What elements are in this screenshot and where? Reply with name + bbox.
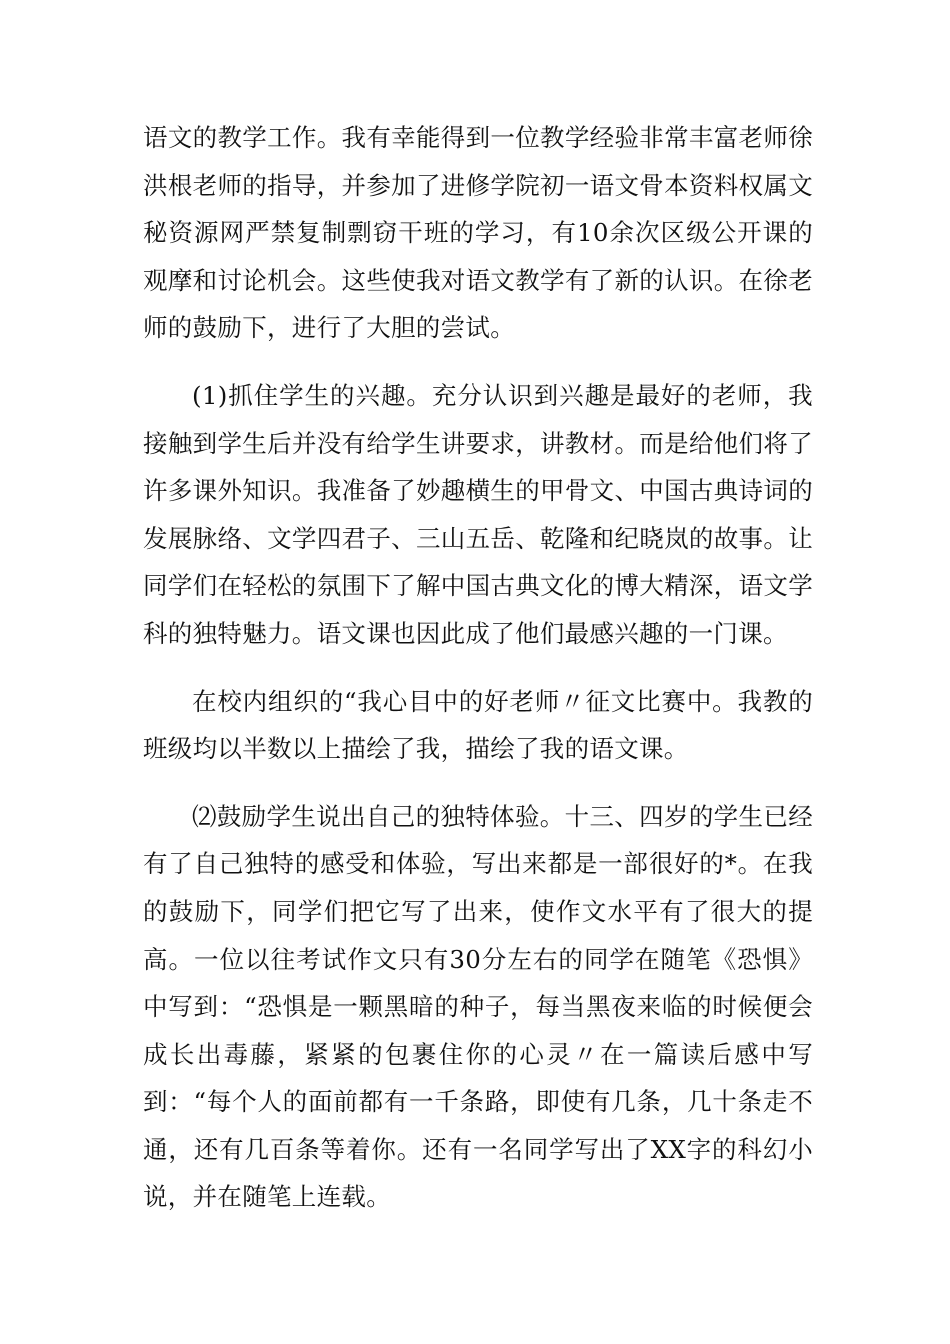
paragraph-3: 在校内组织的“我心目中的好老师〃征文比赛中。我教的班级均以半数以上描绘了我，描绘了我的语文课。 (143, 686, 813, 764)
paragraph-2: (1)抓住学生的兴趣。充分认识到兴趣是最好的老师，我接触到学生后并没有给学生讲要求，讲教材。而是给他们将了许多课外知识。我准备了妙趣横生的甲骨文、中国古典诗词的发展脉络、文学四君子、三山五岳、乾隆和纪晓岚的故事。让同学们在轻松的氛围下了解中国古典文化的博大精深，语文学科的独特魅力。语文课也因此成了他们最感兴趣的一门课。 (143, 380, 813, 648)
document-body (143, 114, 813, 1221)
paragraph-4: ⑵鼓励学生说出自己的独特体验。十三、四岁的学生已经有了自己独特的感受和体验，写出来都是一部很好的*。在我的鼓励下，同学们把它写了出来，使作文水平有了很大的提高。一位以往考试作文只有30分左右的同学在随笔《恐惧》中写到：“恐惧是一颗黑暗的种子，每当黑夜来临的时候便会成长出毒藤，紧紧的包裹住你的心灵〃在一篇读后感中写到：“每个人的面前都有一千条路，即使有几条，几十条走不通，还有几百条等着你。还有一名同学写出了XX字的科幻小说，并在随笔上连载。 (143, 801, 813, 1212)
paragraph-1: 语文的教学工作。我有幸能得到一位教学经验非常丰富老师徐洪根老师的指导，并参加了进修学院初一语文骨本资料权属文秘资源网严禁复制剽窃干班的学习，有10余次区级公开课的观摩和讨论机会。这些使我对语文教学有了新的认识。在徐老师的鼓励下，进行了大胆的尝试。 (143, 123, 813, 343)
